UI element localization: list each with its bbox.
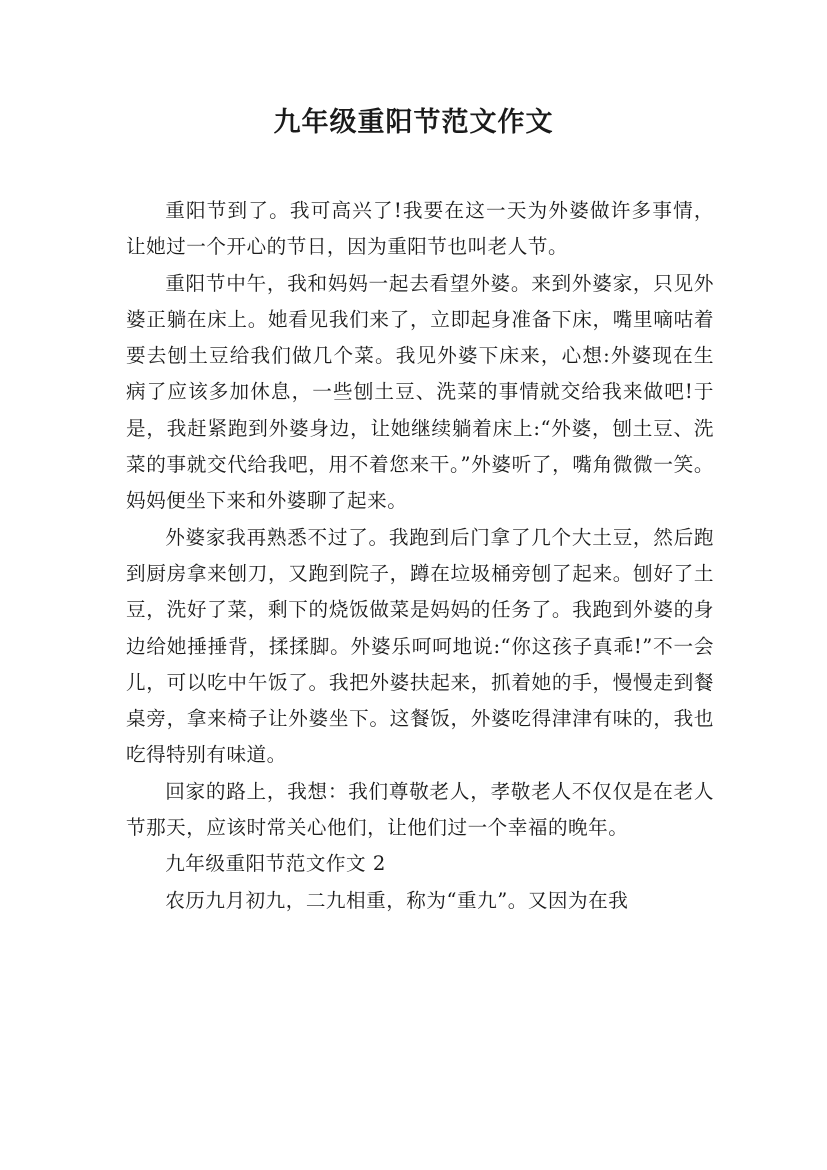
paragraph-2: 重阳节中午，我和妈妈一起去看望外婆。来到外婆家，只见外婆正躺在床上。她看见我们来了，立即起身准备下床，嘴里嘀咕着要去刨土豆给我们做几个菜。我见外婆下床来，心想:外婆现在生病了应该多加休息，一些刨土豆、洗菜的事情就交给我来做吧!于是，我赶紧跑到外婆身边，让她继续躺着床上:“外婆，刨土豆、洗菜的事就交代给我吧，用不着您来干。”外婆听了，嘴角微微一笑。妈妈便坐下来和外婆聊了起来。 [126,271,714,513]
document-title: 九年级重阳节范文作文 [273,107,554,138]
paragraph-1: 重阳节到了。我可高兴了!我要在这一天为外婆做许多事情，让她过一个开心的节日，因为重阳节也叫老人节。 [126,199,714,259]
paragraph-5: 农历九月初九，二九相重，称为“重九”。又因为在我 [165,888,629,912]
paragraph-3: 外婆家我再熟悉不过了。我跑到后门拿了几个大土豆，然后跑到厨房拿来刨刀，又跑到院子，蹲在垃圾桶旁刨了起来。刨好了土豆，洗好了菜，剩下的烧饭做菜是妈妈的任务了。我跑到外婆的身边给她捶捶背，揉揉脚。外婆乐呵呵地说:“你这孩子真乖!”不一会儿，可以吃中午饭了。我把外婆扶起来，抓着她的手，慢慢走到餐桌旁，拿来椅子让外婆坐下。这餐饭，外婆吃得津津有味的，我也吃得特别有味道。 [126,525,714,767]
section-heading-2: 九年级重阳节范文作文 2 [165,852,386,876]
paragraph-4: 回家的路上，我想：我们尊敬老人，孝敬老人不仅仅是在老人节那天，应该时常关心他们，让他们过一个幸福的晚年。 [126,779,714,840]
document-body [126,193,714,919]
